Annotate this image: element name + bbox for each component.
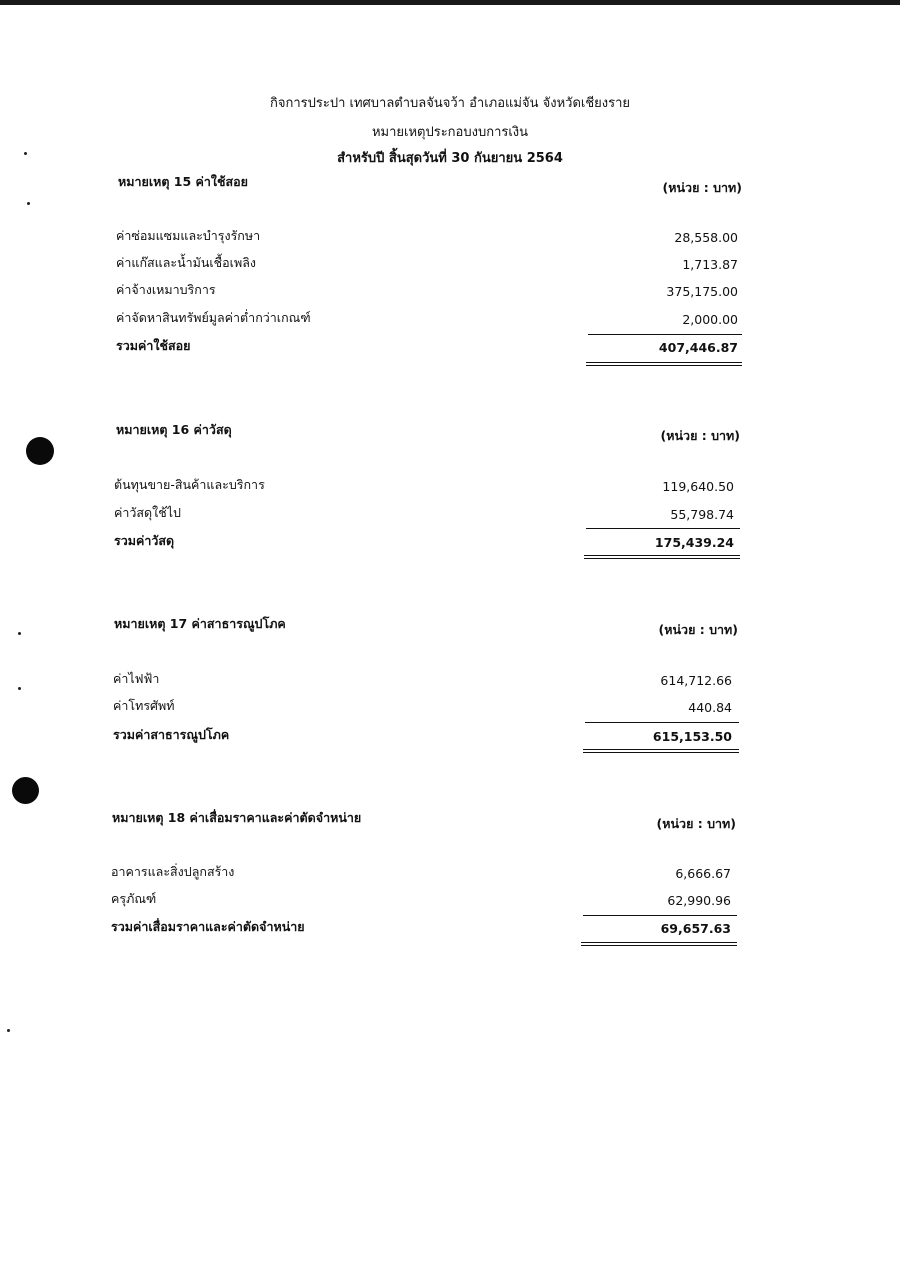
item-amount: 614,712.66 xyxy=(660,673,732,688)
note-title: หมายเหตุ 17 ค่าสาธารณูปโภค xyxy=(114,616,286,631)
note-title: หมายเหตุ 16 ค่าวัสดุ xyxy=(116,422,232,437)
item-amount: 6,666.67 xyxy=(675,866,731,881)
note-title: หมายเหตุ 15 ค่าใช้สอย xyxy=(118,174,248,189)
line-item xyxy=(114,503,740,523)
line-item xyxy=(116,253,742,273)
total-double-rule xyxy=(581,942,737,946)
subtotal-rule xyxy=(585,722,739,723)
line-item xyxy=(116,280,742,300)
item-label: ค่าจัดหาสินทรัพย์มูลค่าต่ำกว่าเกณฑ์ xyxy=(116,310,311,325)
total-row xyxy=(116,336,742,356)
item-label: ค่าแก๊สและน้ำมันเชื้อเพลิง xyxy=(116,255,256,270)
item-amount: 62,990.96 xyxy=(667,893,731,908)
subtotal-rule xyxy=(586,528,740,529)
line-item xyxy=(116,308,742,328)
item-amount: 440.84 xyxy=(688,700,732,715)
line-item xyxy=(111,889,737,909)
total-amount: 615,153.50 xyxy=(652,729,732,744)
total-label: รวมค่าเสื่อมราคาและค่าตัดจำหน่าย xyxy=(111,919,305,934)
unit-label: (หน่วย : บาท) xyxy=(660,428,740,443)
item-label: อาคารและสิ่งปลูกสร้าง xyxy=(111,864,235,879)
item-amount: 1,713.87 xyxy=(682,257,738,272)
item-label: ค่าโทรศัพท์ xyxy=(113,698,175,713)
line-item xyxy=(111,862,737,882)
unit-label: (หน่วย : บาท) xyxy=(656,816,736,831)
note-17 xyxy=(0,614,900,774)
total-double-rule xyxy=(583,749,739,753)
period-title: สำหรับปี สิ้นสุดวันที่ 30 กันยายน 2564 xyxy=(337,151,563,166)
note-15 xyxy=(0,172,900,355)
subtotal-rule xyxy=(588,334,742,335)
item-amount: 375,175.00 xyxy=(666,284,738,299)
scan-top-edge xyxy=(0,0,900,5)
line-item xyxy=(114,475,740,495)
line-item xyxy=(116,226,742,246)
total-row xyxy=(114,531,740,551)
item-label: ต้นทุนขาย-สินค้าและบริการ xyxy=(114,477,265,492)
total-label: รวมค่าวัสดุ xyxy=(114,533,175,548)
total-amount: 69,657.63 xyxy=(660,921,731,936)
line-item xyxy=(113,669,739,689)
item-amount: 55,798.74 xyxy=(670,507,734,522)
note-title: หมายเหตุ 18 ค่าเสื่อมราคาและค่าตัดจำหน่าย xyxy=(112,810,362,825)
item-amount: 2,000.00 xyxy=(682,312,738,327)
total-amount: 407,446.87 xyxy=(658,340,738,355)
line-item xyxy=(113,696,739,716)
item-amount: 119,640.50 xyxy=(662,479,734,494)
total-amount: 175,439.24 xyxy=(654,535,734,550)
subtotal-rule xyxy=(583,915,737,916)
unit-label: (หน่วย : บาท) xyxy=(662,180,742,195)
total-label: รวมค่าสาธารณูปโภค xyxy=(113,727,230,742)
document-title: หมายเหตุประกอบงบการเงิน xyxy=(371,125,529,140)
org-header: กิจการประปา เทศบาลตำบลจันจว้า อำเภอแม่จัน จังหวัดเชียงราย xyxy=(269,96,631,111)
item-label: ค่าซ่อมแซมและบำรุงรักษา xyxy=(116,228,261,243)
note-16 xyxy=(0,420,900,580)
item-label: ค่าวัสดุใช้ไป xyxy=(114,505,181,520)
total-row xyxy=(113,725,739,745)
unit-label: (หน่วย : บาท) xyxy=(658,622,738,637)
item-label: ครุภัณฑ์ xyxy=(111,891,157,906)
item-label: ค่าไฟฟ้า xyxy=(113,671,160,686)
scan-speck xyxy=(7,1029,10,1032)
punch-hole-lower xyxy=(12,777,39,804)
total-label: รวมค่าใช้สอย xyxy=(116,338,191,353)
item-amount: 28,558.00 xyxy=(674,230,738,245)
total-row xyxy=(111,917,737,937)
item-label: ค่าจ้างเหมาบริการ xyxy=(116,282,216,297)
total-double-rule xyxy=(584,555,740,559)
total-double-rule xyxy=(586,362,742,366)
note-18 xyxy=(0,808,900,968)
